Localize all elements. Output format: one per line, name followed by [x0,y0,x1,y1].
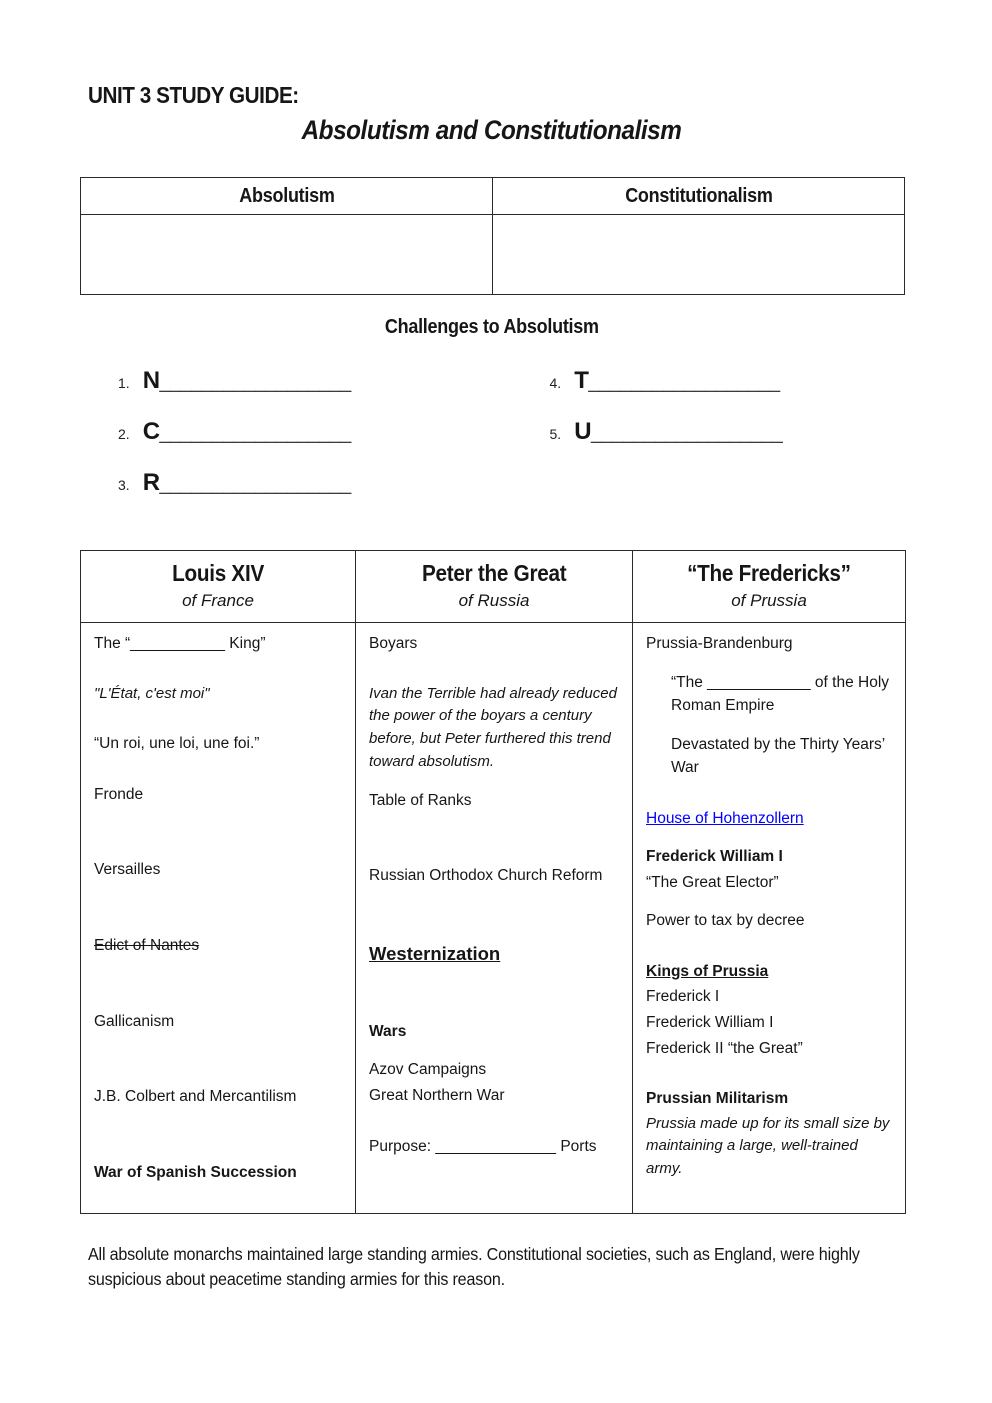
challenges-list [80,367,905,520]
challenge-number: 1. [118,375,130,391]
comparison-header-constitutionalism [493,178,905,215]
column-cell-fredericks [633,623,906,1214]
challenge-number: 2. [118,426,130,442]
challenge-item [118,367,493,395]
cell-item: Edict of Nantes [94,936,200,954]
column-title-louis-label: Louis XIV [172,560,264,586]
cell-item: Frederick William I [646,848,783,866]
comparison-body-row [81,215,905,295]
page-subtitle: Absolutism and Constitutionalism [301,115,682,145]
cell-item: Frederick William I [646,1014,774,1032]
challenges-left-column [80,367,493,520]
cell-item: Prussia made up for its small size by maintaining a large, well-trained army. [646,1114,890,1178]
cell-item: “The Great Elector” [646,873,779,891]
cell-item: Frederick II “the Great” [646,1039,803,1057]
comparison-cell-absolutism [81,215,493,295]
cell-item: Westernization [369,942,501,964]
challenge-item [550,367,906,395]
column-title-louis [81,560,355,587]
comparison-header-constitutionalism-label: Constitutionalism [624,184,773,207]
comparison-cell-constitutionalism [493,215,905,295]
challenge-letter: T [574,367,589,394]
challenge-blank: __________________ [159,422,351,444]
cell-item: Ivan the Terrible had already reduced the power of the boyars a century before, but Peter furthered this trend toward absolutism. [369,684,617,770]
column-header-fredericks [633,551,906,623]
cell-item: Boyars [369,635,418,652]
page-title: UNIT 3 STUDY GUIDE: [88,82,299,108]
challenges-heading-label: Challenges to Absolutism [384,316,599,338]
cell-item: Power to tax by decree [646,912,805,930]
challenge-item [118,418,493,446]
cell-item: Kings of Prussia [646,962,769,980]
cell-item: Azov Campaigns [369,1061,487,1079]
column-title-peter-label: Peter the Great [421,560,567,586]
column-subtitle-fredericks: of Prussia [731,591,807,610]
cell-item: Wars [369,1022,407,1040]
cell-item: Great Northern War [369,1087,505,1105]
column-title-peter [356,560,632,587]
cell-item: The “___________ King” [94,635,266,652]
column-title-fredericks [633,560,905,587]
cell-item: Versailles [94,861,161,879]
cell-item: Table of Ranks [369,791,472,809]
comparison-header-absolutism-label: Absolutism [238,184,335,207]
challenge-letter: C [142,418,160,445]
challenge-blank: __________________ [159,371,351,393]
column-header-louis [81,551,356,623]
cell-item: Frederick I [646,988,720,1006]
challenges-heading [80,316,903,339]
cell-item: Fronde [94,785,144,803]
monarchs-body-row [81,623,906,1214]
challenge-blank: __________________ [588,371,780,393]
challenge-blank: __________________ [591,422,783,444]
cell-item: Russian Orthodox Church Reform [369,867,603,885]
cell-item: “The ____________ of the Holy Roman Empire [671,673,890,715]
cell-item: Purpose: ______________ Ports [369,1137,597,1155]
cell-item: Devastated by the Thirty Years’ War [671,735,885,777]
challenge-blank: __________________ [159,473,351,495]
comparison-header-absolutism [81,178,493,215]
challenge-number: 3. [118,477,130,493]
challenge-item [550,418,906,446]
column-subtitle-peter: of Russia [458,591,530,610]
cell-item: Prussian Militarism [646,1090,789,1108]
cell-item: War of Spanish Succession [94,1163,297,1181]
challenge-letter: R [142,469,160,496]
hohenzollern-link[interactable]: House of Hohenzollern [646,809,804,827]
cell-item: Gallicanism [94,1012,175,1030]
comparison-header-row [81,178,905,215]
cell-item: J.B. Colbert and Mercantilism [94,1088,297,1106]
column-title-fredericks-label: “The Fredericks” [687,560,851,586]
column-cell-louis [81,623,356,1214]
challenge-item [118,469,493,497]
challenge-letter: U [574,418,592,445]
column-header-peter [356,551,633,623]
monarchs-table [80,550,906,1214]
challenge-number: 4. [549,375,562,391]
challenge-number: 5. [549,426,562,442]
column-cell-peter [356,623,633,1214]
challenges-right-column [493,367,906,520]
cell-item: "L'État, c'est moi" [94,684,210,702]
challenge-letter: N [142,367,160,394]
cell-item: Prussia-Brandenburg [646,635,793,652]
monarchs-header-row [81,551,906,623]
comparison-table [80,177,905,295]
cell-item: “Un roi, une loi, une foi.” [94,735,260,753]
column-subtitle-louis: of France [182,591,254,610]
footer-note: All absolute monarchs maintained large standing armies. Constitutional societies, such as England, were highly suspicious about peacetime standing armies for this reason. [88,1244,860,1289]
